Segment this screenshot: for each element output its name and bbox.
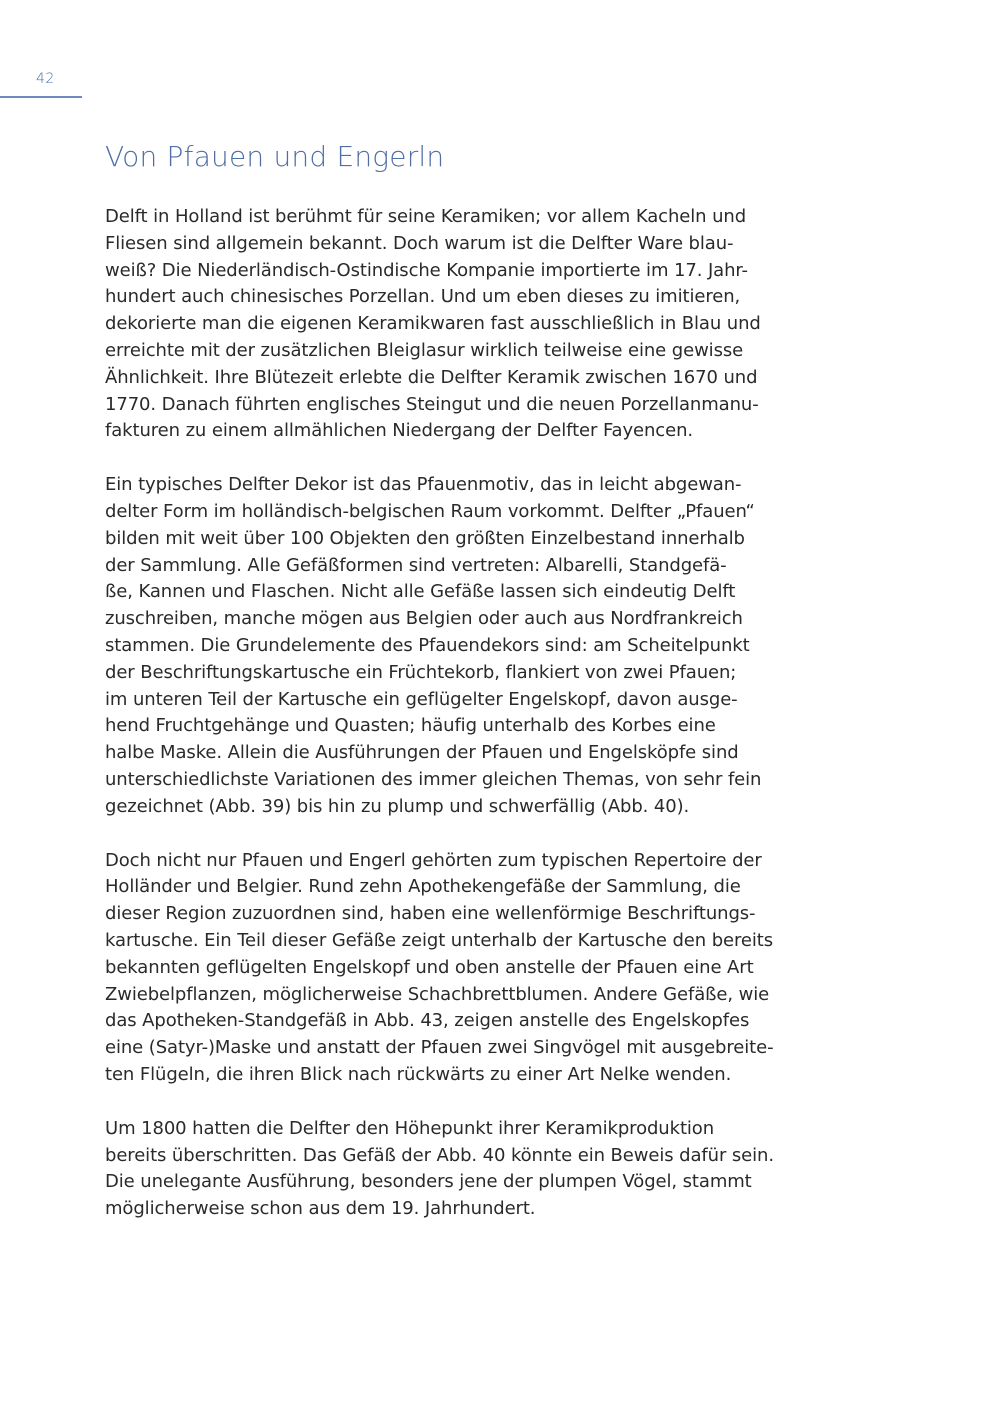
text-line: weiß? Die Niederländisch-Ostindische Kompanie importierte im 17. Jahr- (105, 259, 748, 281)
text-line: Die unelegante Ausführung, besonders jene der plumpen Vögel, stammt (105, 1171, 752, 1193)
text-line: bilden mit weit über 100 Objekten den größten Einzelbestand innerhalb (105, 527, 745, 549)
text-line: dekorierte man die eigenen Keramikwaren fast ausschließlich in Blau und (105, 313, 761, 335)
paragraph (105, 472, 785, 820)
header-rule (0, 96, 82, 98)
text-line: Ein typisches Delfter Dekor ist das Pfauenmotiv, das in leicht abgewan- (105, 474, 742, 496)
text-line: bereits überschritten. Das Gefäß der Abb. 40 könnte ein Beweis dafür sein. (105, 1144, 774, 1166)
text-line: Delft in Holland ist berühmt für seine Keramiken; vor allem Kacheln und (105, 206, 747, 227)
text-line: zuschreiben, manche mögen aus Belgien oder auch aus Nordfrankreich (105, 608, 743, 630)
text-line: ße, Kannen und Flaschen. Nicht alle Gefäße lassen sich eindeutig Delft (105, 581, 736, 603)
page-number: 42 (36, 71, 55, 87)
text-line: Holländer und Belgier. Rund zehn Apothekengefäße der Sammlung, die (105, 876, 741, 898)
text-line: fakturen zu einem allmählichen Niedergang der Delfter Fayencen. (105, 420, 694, 442)
text-line: gezeichnet (Abb. 39) bis hin zu plump und schwerfällig (Abb. 40). (105, 795, 690, 817)
text-line: kartusche. Ein Teil dieser Gefäße zeigt unterhalb der Kartusche den bereits (105, 929, 774, 951)
text-line: ten Flügeln, die ihren Blick nach rückwärts zu einer Art Nelke wenden. (105, 1063, 732, 1085)
text-line: bekannten geflügelten Engelskopf und oben anstelle der Pfauen eine Art (105, 956, 754, 978)
text-line: der Sammlung. Alle Gefäßformen sind vertreten: Albarelli, Standgefä- (105, 554, 727, 576)
text-line: Fliesen sind allgemein bekannt. Doch warum ist die Delfter Ware blau- (105, 232, 734, 254)
paragraph (105, 1116, 785, 1223)
text-line: unterschiedlichste Variationen des immer gleichen Themas, von sehr fein (105, 768, 762, 790)
text-line: im unteren Teil der Kartusche ein geflügelter Engelskopf, davon ausge- (105, 688, 738, 710)
text-line: 1770. Danach führten englisches Steingut und die neuen Porzellanmanu- (105, 393, 759, 415)
text-line: delter Form im holländisch-belgischen Raum vorkommt. Delfter „Pfauen“ (105, 500, 755, 522)
chapter-title: Von Pfauen und Engerln (105, 140, 445, 173)
text-line: halbe Maske. Allein die Ausführungen der Pfauen und Engelsköpfe sind (105, 742, 739, 764)
text-line: möglicherweise schon aus dem 19. Jahrhundert. (105, 1198, 536, 1220)
text-line: der Beschriftungskartusche ein Früchtekorb, flankiert von zwei Pfauen; (105, 661, 737, 683)
text-line: dieser Region zuzuordnen sind, haben eine wellenförmige Beschriftungs- (105, 903, 756, 925)
text-line: erreichte mit der zusätzlichen Bleiglasur wirklich teilweise eine gewisse (105, 339, 744, 361)
body-text (105, 204, 785, 1250)
text-line: eine (Satyr-)Maske und anstatt der Pfauen zwei Singvögel mit ausgebreite- (105, 1037, 774, 1059)
text-line: Doch nicht nur Pfauen und Engerl gehörten zum typischen Repertoire der (105, 849, 762, 871)
text-line: stammen. Die Grundelemente des Pfauendekors sind: am Scheitelpunkt (105, 634, 750, 656)
text-line: Zwiebelpflanzen, möglicherweise Schachbrettblumen. Andere Gefäße, wie (105, 983, 770, 1005)
text-line: Um 1800 hatten die Delfter den Höhepunkt ihrer Keramikproduktion (105, 1117, 715, 1139)
text-line: Ähnlichkeit. Ihre Blütezeit erlebte die Delfter Keramik zwischen 1670 und (105, 366, 758, 388)
text-line: hend Fruchtgehänge und Quasten; häufig unterhalb des Korbes eine (105, 715, 716, 737)
paragraph (105, 204, 785, 445)
paragraph (105, 848, 785, 1089)
text-line: hundert auch chinesisches Porzellan. Und um eben dieses zu imitieren, (105, 286, 741, 308)
text-line: das Apotheken-Standgefäß in Abb. 43, zeigen anstelle des Engelskopfes (105, 1010, 750, 1032)
